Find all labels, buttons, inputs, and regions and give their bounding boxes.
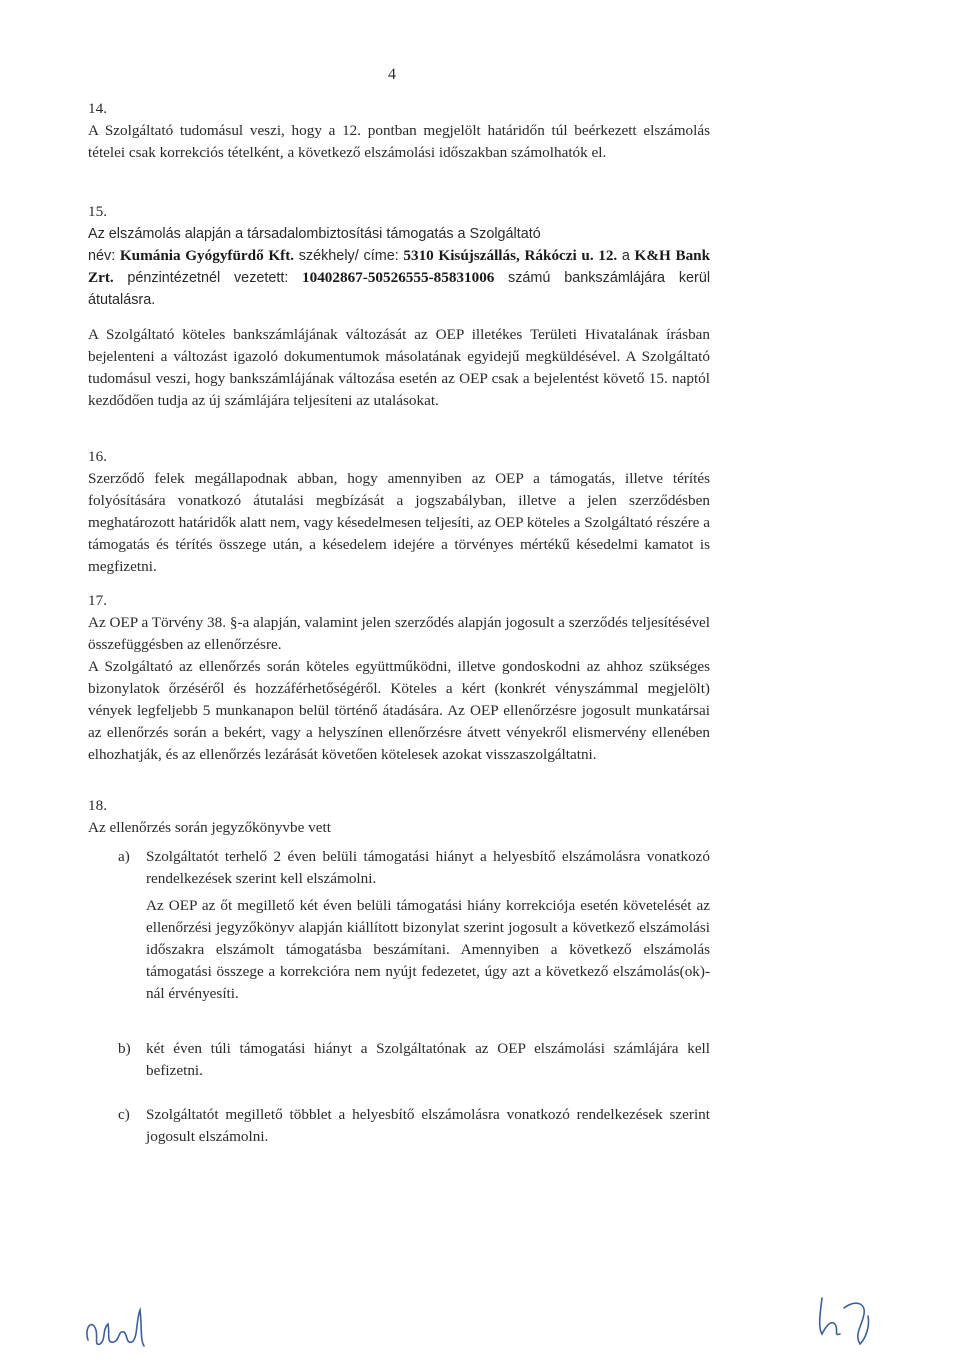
section-number: 18. — [88, 797, 107, 814]
list-item-b — [118, 1038, 710, 1082]
section-line: Az elszámolás alapján a társadalombiztosítási támogatás a Szolgáltató — [88, 226, 541, 242]
company-name: Kumánia Gyógyfürdő Kft. — [119, 247, 295, 264]
list-item-c — [118, 1104, 710, 1148]
section-18 — [88, 795, 710, 839]
section-number: 15. — [88, 203, 107, 220]
page-number: 4 — [388, 66, 396, 83]
signature-right — [810, 1290, 890, 1350]
section-text: A Szolgáltató köteles bankszámlájának változását az OEP illetékes Területi Hivatalának írásban bejelenteni a változást igazoló dokumentumok másolatának egyidejű megküldésével. A Szolgáltató tudomásul veszi, hogy bankszámlájának változása esetén az OEP csak a bejelentést követő 15. naptól kezdődően tudja az új számlájára teljesíteni az utalásokat. — [88, 326, 710, 409]
address-label: székhely/ címe: — [298, 248, 399, 264]
list-marker: b) — [118, 1040, 131, 1057]
bank-suffix: pénzintézetnél vezetett: — [127, 270, 289, 286]
account-number: 10402867-50526555-85831006 — [302, 269, 495, 286]
list-item-a-detail — [146, 895, 710, 1005]
name-label: név: — [88, 248, 116, 264]
section-15 — [88, 201, 710, 311]
section-text: A Szolgáltató tudomásul veszi, hogy a 12. pontban megjelölt határidőn túl beérkezett elszámolás tételei csak korrekciós tételként, a következő elszámolási időszakban számolhatók el. — [88, 122, 710, 161]
section-16 — [88, 446, 710, 578]
section-number: 16. — [88, 448, 107, 465]
list-item-a — [118, 846, 710, 890]
signature-left — [80, 1300, 170, 1355]
payee-details — [88, 245, 710, 311]
list-item-text: Szolgáltatót megillető többlet a helyesbítő elszámolásra vonatkozó rendelkezések szerint jogosult elszámolni. — [146, 1106, 710, 1145]
section-14 — [88, 98, 710, 164]
section-number: 17. — [88, 592, 107, 609]
list-item-text: két éven túli támogatási hiányt a Szolgáltatónak az OEP elszámolási számlájára kell befizetni. — [146, 1040, 710, 1079]
section-intro: Az ellenőrzés során jegyzőkönyvbe vett — [88, 819, 331, 836]
section-17 — [88, 590, 710, 766]
section-number: 14. — [88, 100, 107, 117]
bank-prefix: a — [621, 248, 630, 264]
list-item-text: Szolgáltatót terhelő 2 éven belüli támogatási hiányt a helyesbítő elszámolásra vonatkozó rendelkezések szerint kell elszámolni. — [146, 848, 710, 887]
bank-name: K&H Bank Zrt. — [88, 247, 711, 286]
company-address: 5310 Kisújszállás, Rákóczi u. 12. — [403, 247, 618, 264]
account-suffix: számú bankszámlájára kerül átutalásra. — [88, 270, 711, 308]
section-text: A Szolgáltató az ellenőrzés során köteles együttműködni, illetve gondoskodni az ahhoz szükséges bizonylatok őrzéséről és hozzáférhetőségéről. Köteles a kért (konkrét vényszámmal megjelölt) vények legfeljebb 5 munkanapon belül történő átadására. Az OEP ellenőrzésre jogosult munkatársai az ellenőrzés során a bekért, vagy a helyszínen ellenőrzésre átvett vényekről elismervény ellenében elhozhatják, és az ellenőrzés lezárását követően kötelesek azokat visszaszolgáltatni. — [88, 658, 710, 763]
detail-text: Az OEP az őt megillető két éven belüli támogatási hiány korrekciója esetén követelését az ellenőrzési jegyzőkönyv alapján kiállított bizonylat szerint jogosult a következő elszámolási időszakra elszámolt támogatásba beszámítani. Amennyiben a következő elszámolás támogatási összege a korrekcióra nem nyújt fedezetet, úgy azt a következő elszámolás(ok)-nál érvényesíti. — [146, 897, 710, 1002]
section-text: Szerződő felek megállapodnak abban, hogy amennyiben az OEP a támogatás, illetve térítés folyósítására vonatkozó átutalási megbízását a jogszabályban, illetve a jelen szerződésben meghatározott határidők alatt nem, vagy késedelmesen teljesíti, az OEP köteles a Szolgáltató részére a támogatás és térítés összege után, a késedelem idejére a törvényes mértékű késedelmi kamatot is megfizetni. — [88, 470, 710, 575]
section-15-paragraph — [88, 324, 710, 412]
list-marker: c) — [118, 1106, 130, 1123]
section-text: Az OEP a Törvény 38. §-a alapján, valamint jelen szerződés alapján jogosult a szerződés teljesítésével összefüggésben az ellenőrzésre. — [88, 614, 710, 653]
list-marker: a) — [118, 848, 130, 865]
